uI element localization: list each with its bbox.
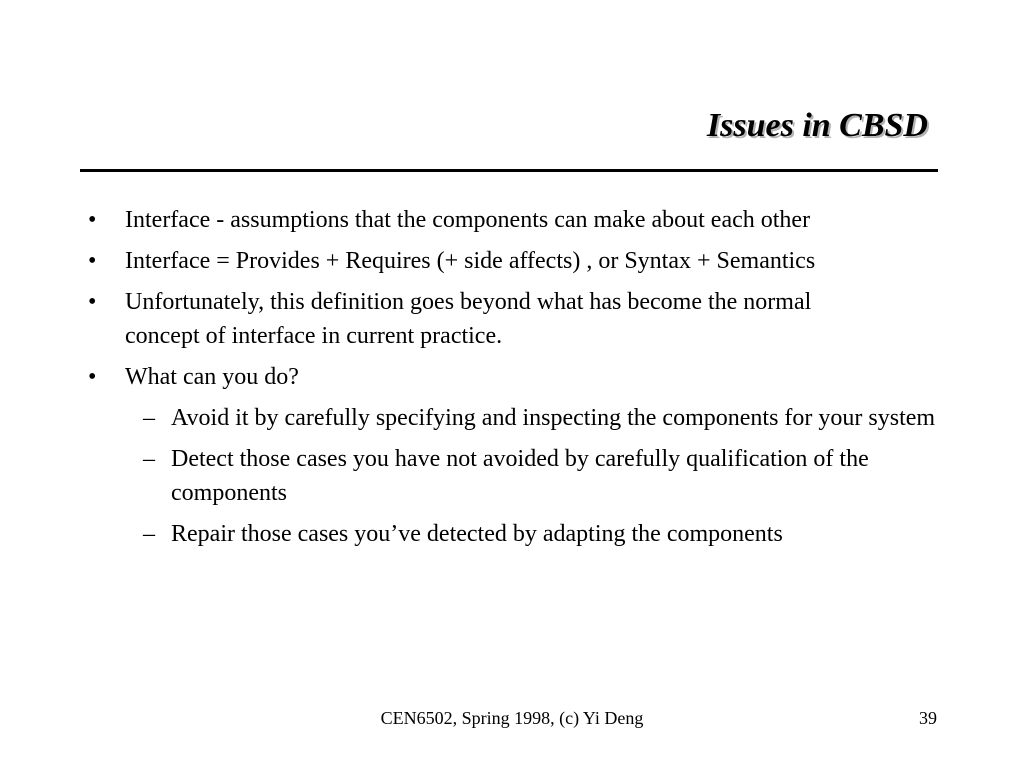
bullet-text: Interface - assumptions that the components can make about each other bbox=[125, 207, 811, 233]
sub-bullet-marker: – bbox=[143, 446, 155, 472]
bullet-item bbox=[0, 244, 1024, 278]
sub-bullet-marker: – bbox=[143, 521, 155, 547]
bullet-marker: • bbox=[88, 364, 97, 390]
bullet-marker: • bbox=[88, 248, 97, 274]
sub-bullet-marker: – bbox=[143, 405, 155, 431]
bullet-text: Unfortunately, this definition goes beyond what has become the normal concept of interface in current practice. bbox=[125, 289, 812, 349]
title-divider bbox=[80, 169, 938, 172]
bullet-marker: • bbox=[88, 289, 97, 315]
sub-bullet-item bbox=[0, 517, 1024, 551]
slide-title: Issues in CBSD bbox=[706, 107, 928, 144]
bullet-text: What can you do? bbox=[125, 364, 299, 390]
sub-bullet-text: Repair those cases you’ve detected by adapting the components bbox=[171, 521, 783, 547]
sub-bullet-item bbox=[0, 442, 1024, 510]
page-number: 39 bbox=[919, 708, 937, 728]
bullet-text: Interface = Provides + Requires (+ side affects) , or Syntax + Semantics bbox=[125, 248, 816, 274]
sub-bullet-text: Avoid it by carefully specifying and inspecting the components for your system bbox=[171, 405, 936, 431]
bullet-item bbox=[0, 203, 1024, 237]
footer-course-label: CEN6502, Spring 1998, (c) Yi Deng bbox=[380, 708, 644, 728]
sub-bullet-item bbox=[0, 401, 1024, 435]
bullet-marker: • bbox=[88, 207, 97, 233]
slide-content bbox=[0, 203, 1024, 558]
sub-bullet-text: Detect those cases you have not avoided by carefully qualification of the components bbox=[171, 446, 869, 506]
bullet-item bbox=[0, 285, 1024, 353]
bullet-item bbox=[0, 360, 1024, 394]
